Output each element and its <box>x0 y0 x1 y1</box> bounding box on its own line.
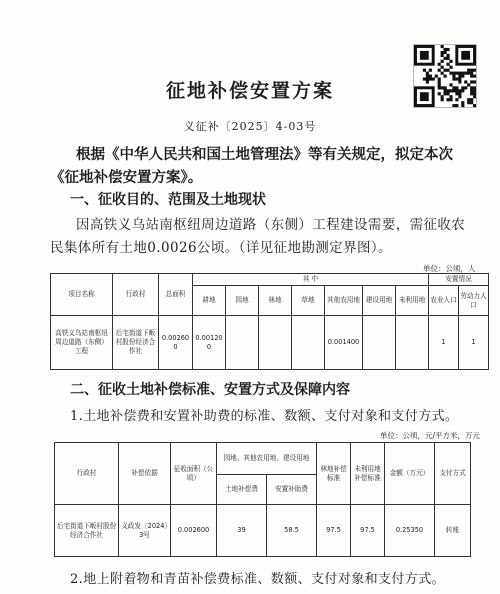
header-resettle-fee: 安置补助费 <box>267 475 317 505</box>
header-construction: 建设用地 <box>363 286 396 316</box>
cell-project: 高铁义乌站南枢纽周边道路（东侧）工程 <box>51 316 113 370</box>
header-labor-pop: 劳动力人口 <box>459 286 489 316</box>
section1-heading: 一、征收目的、范围及土地现状 <box>70 192 266 208</box>
cell-forest <box>259 316 292 370</box>
header-village: 行政村 <box>113 274 159 316</box>
cell-basis: 义政发〔2024〕3号 <box>119 505 171 557</box>
header-payment: 支付方式 <box>435 443 471 505</box>
header-grass: 草地 <box>292 286 325 316</box>
header-unused: 未利用地 <box>396 286 429 316</box>
header-garden: 园地 <box>226 286 259 316</box>
cell-village: 后宅街道下畈村股份经济合作社 <box>55 505 119 557</box>
section2-sub2: 2.地上附着物和青苗补偿费标准、数额、支付对象和支付方式。 <box>70 572 446 587</box>
land-status-table <box>50 273 489 370</box>
lead-paragraph: 根据《中华人民共和国土地管理法》等有关规定，拟定本次《征地补偿安置方案》。 <box>50 146 453 186</box>
cell-unused <box>396 316 429 370</box>
cell-amount: 0.25350 <box>385 505 435 557</box>
cell-garden <box>226 316 259 370</box>
table1-unit: 单位：公顷，人 <box>423 264 476 273</box>
table-row <box>51 316 489 370</box>
document-title: 征地补偿安置方案 <box>165 80 334 102</box>
header-area: 征收面积（公顷） <box>171 443 217 505</box>
section2-sub1: 1.土地补偿费和安置补助费的标准、数额、支付对象和支付方式。 <box>70 409 459 424</box>
header-among: 其 中 <box>193 274 429 286</box>
table2-unit: 单位：公顷，元/平方米，万元 <box>380 431 481 440</box>
cell-payment: 转账 <box>435 505 471 557</box>
table-row <box>55 505 471 557</box>
header-forest: 林地 <box>259 286 292 316</box>
compensation-table <box>54 442 471 557</box>
header-agri-pop: 农业人口 <box>429 286 459 316</box>
header-village: 行政村 <box>55 443 119 505</box>
cell-construction <box>363 316 396 370</box>
header-other-agri: 其他农用地 <box>325 286 363 316</box>
header-amount: 金额（万元） <box>385 443 435 505</box>
cell-area: 0.002600 <box>171 505 217 557</box>
cell-land-fee: 39 <box>217 505 267 557</box>
cell-cultivated: 0.001200 <box>193 316 226 370</box>
header-cultivated: 耕地 <box>193 286 226 316</box>
section2-heading: 二、征收土地补偿标准、安置方式及保障内容 <box>70 382 350 398</box>
cell-grass <box>292 316 325 370</box>
cell-total: 0.002600 <box>159 316 193 370</box>
header-land-fee: 土地补偿费 <box>217 475 267 505</box>
header-resettlement: 安置情况 <box>429 274 489 286</box>
header-project: 项目名称 <box>51 274 113 316</box>
cell-village: 后宅街道下畈村股份经济合作社 <box>113 316 159 370</box>
header-basis: 补偿依据 <box>119 443 171 505</box>
cell-other-agri: 0.001400 <box>325 316 363 370</box>
header-unused-standard: 未利用地补偿标准 <box>351 443 385 505</box>
document-number: 义征补〔2025〕4-03号 <box>183 120 317 133</box>
section1-body: 因高铁义乌站南枢纽周边道路（东侧）工程建设需要，需征收农民集体所有土地0.0026公顷。（详见征地勘测定界图）。 <box>50 217 466 256</box>
cell-labor-pop: 1 <box>459 316 489 370</box>
header-forest-standard: 林地补偿标准 <box>317 443 351 505</box>
cell-agri-pop: 1 <box>429 316 459 370</box>
cell-forest-standard: 97.5 <box>317 505 351 557</box>
header-total-area: 总面积 <box>159 274 193 316</box>
header-land-group: 园地、其他农用地、建设用地 <box>217 443 317 475</box>
cell-resettle-fee: 58.5 <box>267 505 317 557</box>
cell-unused-standard: 97.5 <box>351 505 385 557</box>
